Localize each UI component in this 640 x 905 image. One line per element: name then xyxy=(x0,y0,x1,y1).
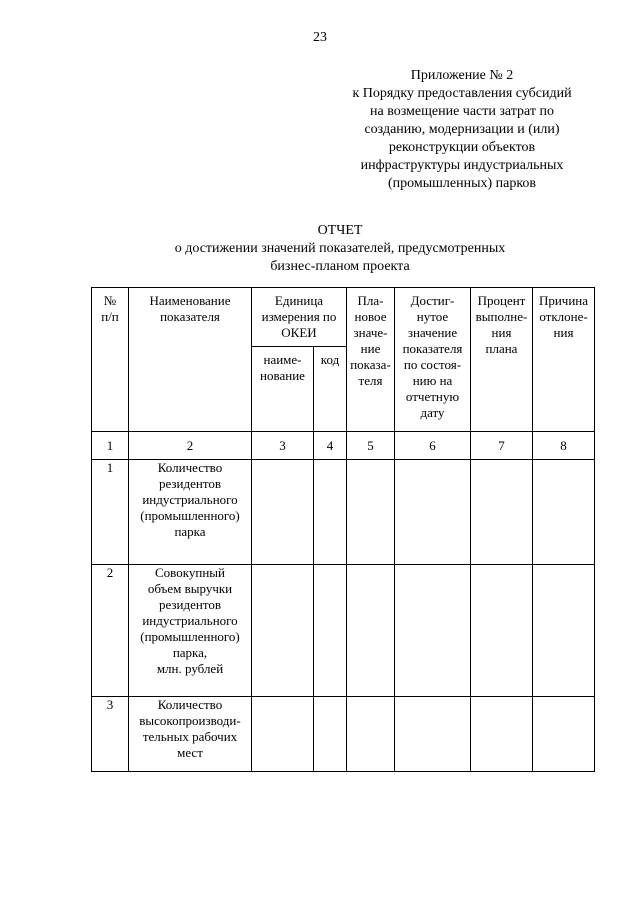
column-index: 3 xyxy=(252,432,314,460)
header-unit-okei: Единица измерения по ОКЕИ xyxy=(252,288,347,347)
empty-cell xyxy=(471,460,533,565)
report-subtitle-line: о достижении значений показателей, предусмотренных xyxy=(174,241,506,256)
header-achieved-value: Достиг- нутое значение показателя по состоя- нию на отчетную дату xyxy=(395,288,471,432)
column-index-row xyxy=(92,432,595,460)
empty-cell xyxy=(347,460,395,565)
empty-cell xyxy=(252,460,314,565)
header-planned-value: Пла- новое значе- ние показа- теля xyxy=(347,288,395,432)
report-title xyxy=(0,222,640,276)
empty-cell xyxy=(314,460,347,565)
header-unit-code: код xyxy=(314,347,347,432)
column-index: 5 xyxy=(347,432,395,460)
column-index: 7 xyxy=(471,432,533,460)
empty-cell xyxy=(395,565,471,697)
appendix-line: к Порядку предоставления субсидий xyxy=(352,86,572,101)
empty-cell xyxy=(314,565,347,697)
appendix-block xyxy=(320,67,604,193)
column-index: 6 xyxy=(395,432,471,460)
column-index: 4 xyxy=(314,432,347,460)
empty-cell xyxy=(533,697,595,772)
report-heading: ОТЧЕТ xyxy=(317,223,363,238)
header-plan-percent: Процент выполне- ния плана xyxy=(471,288,533,432)
row-number: 3 xyxy=(92,697,129,772)
report-subtitle-line: бизнес-планом проекта xyxy=(270,259,410,274)
empty-cell xyxy=(395,460,471,565)
row-indicator-name: Совокупный объем выручки резидентов индустриального (промышленного) парка, млн. рублей xyxy=(129,565,252,697)
empty-cell xyxy=(347,697,395,772)
column-index: 8 xyxy=(533,432,595,460)
row-number: 1 xyxy=(92,460,129,565)
header-indicator-name: Наименование показателя xyxy=(129,288,252,432)
empty-cell xyxy=(314,697,347,772)
empty-cell xyxy=(395,697,471,772)
column-index: 2 xyxy=(129,432,252,460)
header-unit-name: наиме- нование xyxy=(252,347,314,432)
empty-cell xyxy=(471,697,533,772)
table-row xyxy=(92,460,595,565)
row-indicator-name: Количество высокопроизводи- тельных рабочих мест xyxy=(129,697,252,772)
report-table xyxy=(91,287,595,772)
table-row xyxy=(92,697,595,772)
empty-cell xyxy=(533,565,595,697)
appendix-line: на возмещение части затрат по xyxy=(369,104,555,119)
column-index: 1 xyxy=(92,432,129,460)
empty-cell xyxy=(471,565,533,697)
appendix-line: созданию, модернизации и (или) xyxy=(364,122,560,137)
appendix-line: реконструкции объектов xyxy=(388,140,536,155)
appendix-line: Приложение № 2 xyxy=(410,68,514,83)
empty-cell xyxy=(252,697,314,772)
appendix-line: инфраструктуры индустриальных xyxy=(360,158,564,173)
page-number: 23 xyxy=(313,30,327,45)
empty-cell xyxy=(533,460,595,565)
row-number: 2 xyxy=(92,565,129,697)
table-row xyxy=(92,565,595,697)
empty-cell xyxy=(347,565,395,697)
header-number: № п/п xyxy=(92,288,129,432)
row-indicator-name: Количество резидентов индустриального (промышленного) парка xyxy=(129,460,252,565)
header-deviation-reason: Причина отклоне- ния xyxy=(533,288,595,432)
empty-cell xyxy=(252,565,314,697)
appendix-line: (промышленных) парков xyxy=(387,176,537,191)
